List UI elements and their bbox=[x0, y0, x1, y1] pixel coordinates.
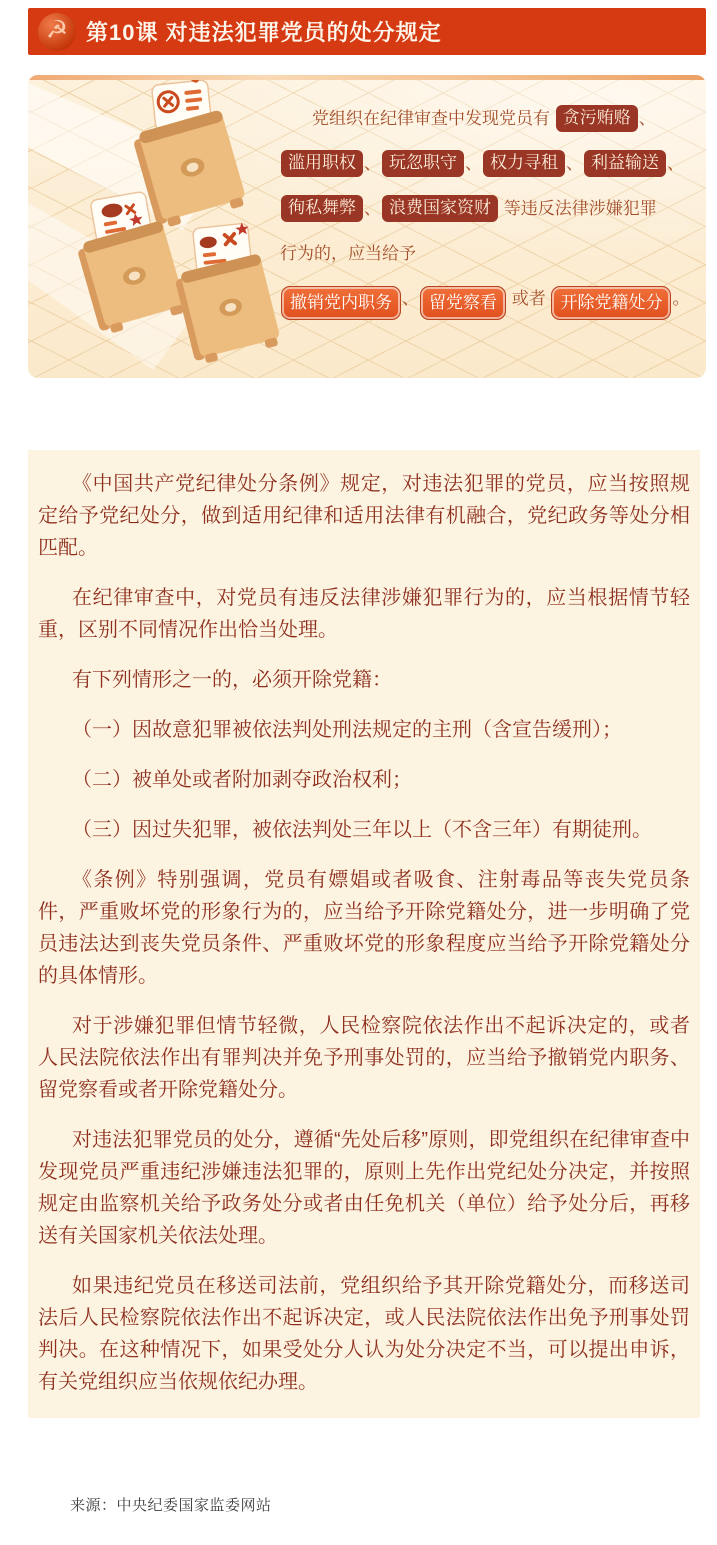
article-paragraph: 有下列情形之一的，必须开除党籍： bbox=[72, 669, 392, 691]
banner-text bbox=[280, 96, 706, 321]
punishment-badge: 撤销党内职务 bbox=[281, 286, 401, 320]
party-emblem-icon bbox=[38, 13, 76, 51]
article-paragraph: 对违法犯罪党员的处分，遵循“先处后移”原则，即党组织在纪律审查中发现党员严重违纪涉嫌违法犯罪的，原则上先作出党纪处分决定，并按照规定由监察机关给予政务处分或者由任免机关（单位）给予处分后，再移送有关国家机关依法处理。 bbox=[38, 1129, 690, 1247]
article-paragraph: 如果违纪党员在移送司法前，党组织给予其开除党籍处分，而移送司法后人民检察院依法作出不起诉决定，或人民法院依法作出免予刑事处罚判决。在这种情况下，如果受处分人认为处分决定不当，可以提出申诉，有关党组织应当依规依纪办理。 bbox=[38, 1275, 690, 1393]
violation-tag: 贪污贿赂 bbox=[556, 105, 638, 132]
banner-text-run: 党组织在纪律审查中发现党员有 bbox=[312, 109, 555, 128]
article-paragraph: 《中国共产党纪律处分条例》规定，对违法犯罪的党员，应当按照规定给予党纪处分，做到适用纪律和适用法律有机融合，党纪政务等处分相匹配。 bbox=[38, 473, 690, 559]
article-body bbox=[28, 450, 700, 1418]
violation-tag: 利益输送 bbox=[584, 150, 666, 177]
violation-tag: 浪费国家资财 bbox=[382, 195, 498, 222]
banner-text-run: 、 bbox=[638, 109, 656, 128]
banner-text-run: 或者 bbox=[507, 289, 551, 308]
punishment-badge: 开除党籍处分 bbox=[551, 286, 671, 320]
violation-tag: 玩忽职守 bbox=[382, 150, 464, 177]
punishment-badge: 留党察看 bbox=[420, 286, 506, 320]
banner-text-run: 、 bbox=[566, 154, 583, 173]
banner-text-run: 行为的，应当给予 bbox=[280, 244, 416, 263]
banner-text-run: 。 bbox=[672, 289, 690, 308]
violation-tag: 权力寻租 bbox=[483, 150, 565, 177]
article-paragraph: （一）因故意犯罪被依法判处刑法规定的主刑（含宣告缓刑）； bbox=[72, 719, 622, 741]
ballot-boxes-illustration bbox=[28, 75, 298, 375]
banner-text-run: 、 bbox=[465, 154, 482, 173]
article-paragraph: 在纪律审查中，对党员有违反法律涉嫌犯罪行为的，应当根据情节轻重，区别不同情况作出恰当处理。 bbox=[38, 587, 690, 641]
article-paragraph: 对于涉嫌犯罪但情节轻微，人民检察院依法作出不起诉决定的，或者人民法院依法作出有罪判决并免予刑事处罚的，应当给予撤销党内职务、留党察看或者开除党籍处分。 bbox=[38, 1015, 690, 1101]
hammer-sickle-glyph: ☭ bbox=[45, 16, 69, 44]
infographic-banner bbox=[28, 75, 706, 378]
article-paragraph: （三）因过失犯罪，被依法判处三年以上（不含三年）有期徒刑。 bbox=[72, 819, 652, 841]
lesson-header-bar bbox=[28, 8, 706, 55]
violation-tag: 滥用职权 bbox=[281, 150, 363, 177]
article-paragraph: （二）被单处或者附加剥夺政治权利； bbox=[72, 769, 412, 791]
source-line: 来源：中央纪委国家监委网站 bbox=[70, 1497, 272, 1514]
banner-text-run: 、 bbox=[364, 154, 381, 173]
article-paragraph: 《条例》特别强调，党员有嫖娼或者吸食、注射毒品等丧失党员条件，严重败坏党的形象行为的，应当给予开除党籍处分，进一步明确了党员违法达到丧失党员条件、严重败坏党的形象程度应当给予开除党籍处分的具体情形。 bbox=[38, 869, 690, 987]
banner-text-run: 、 bbox=[667, 154, 684, 173]
banner-top-border bbox=[28, 75, 706, 80]
banner-text-run: 、 bbox=[364, 199, 381, 218]
ballot-box bbox=[164, 214, 282, 366]
lesson-title: 第10课 对违法犯罪党员的处分规定 bbox=[86, 20, 442, 45]
banner-text-run: 、 bbox=[402, 289, 419, 308]
banner-text-run: 等违反法律涉嫌犯罪 bbox=[499, 199, 657, 218]
violation-tag: 徇私舞弊 bbox=[281, 195, 363, 222]
